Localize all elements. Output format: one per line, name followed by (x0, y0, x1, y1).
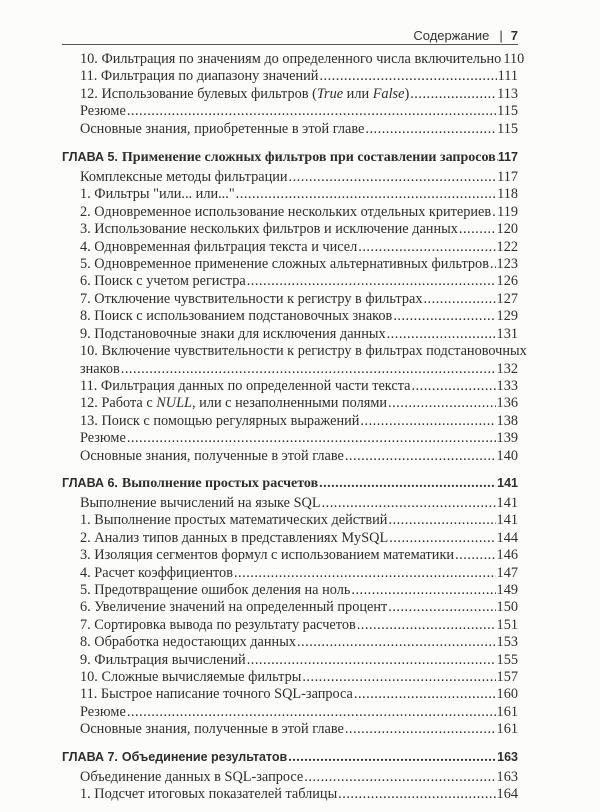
italic-term: True (317, 86, 343, 102)
entry-title (80, 204, 491, 221)
toc-entry[interactable] (62, 326, 518, 343)
entry-title-text: 10. Сложные вычисляемые фильтры (80, 669, 301, 685)
dot-leader (389, 530, 495, 547)
toc-entry[interactable] (62, 599, 518, 616)
entry-title (80, 430, 126, 447)
entry-title (80, 256, 489, 273)
entry-page: 129 (497, 308, 518, 325)
dot-leader (388, 599, 495, 616)
toc-entry[interactable] (62, 512, 518, 529)
toc-entry[interactable] (62, 582, 518, 599)
entry-title (80, 769, 303, 786)
entry-page: 122 (497, 239, 518, 256)
toc-entry[interactable] (62, 495, 518, 512)
entry-title-continued: знаков (80, 361, 120, 378)
entry-title-text: 11. Быстрое написание точного SQL-запроса (80, 686, 353, 702)
entry-title-text: 3. Использование нескольких фильтров и исключение данных (80, 221, 458, 237)
entry-title-text: 8. Обработка недостающих данных (80, 634, 296, 650)
entry-title (80, 686, 353, 703)
toc-section (62, 148, 518, 465)
running-head-title: Содержание (413, 28, 489, 43)
toc-entry[interactable] (62, 547, 518, 564)
entry-title (80, 704, 126, 721)
toc-entry[interactable] (62, 721, 518, 738)
toc-entry[interactable] (62, 273, 518, 290)
dot-leader (319, 68, 496, 85)
entry-page: 163 (497, 769, 518, 786)
entry-title-text: или (343, 86, 373, 102)
entry-title-text: Основные знания, полученные в этой главе (80, 448, 344, 464)
entry-title (80, 721, 344, 738)
entry-title-text: 7. Сортировка вывода по результату расчетов (80, 617, 356, 633)
dot-leader (247, 273, 496, 290)
toc-entry[interactable] (62, 169, 518, 186)
entry-title-text: 6. Увеличение значений на определенный процент (80, 599, 387, 615)
entry-title-text: 10. Включение чувствительности к регистру в фильтрах подстановочных (80, 343, 527, 359)
dot-leader (351, 582, 495, 599)
chapter-heading[interactable] (62, 748, 518, 767)
entry-title-text: 6. Поиск с учетом регистра (80, 273, 246, 289)
entry-title (80, 617, 356, 634)
entry-title (80, 652, 246, 669)
chapter-heading[interactable] (62, 474, 518, 493)
dot-leader (234, 565, 496, 582)
entry-title (80, 512, 387, 529)
dot-leader (345, 448, 496, 465)
entry-page: 127 (497, 291, 518, 308)
entry-title-text: 11. Фильтрация по диапазону значений (80, 68, 318, 84)
toc-entry[interactable] (62, 378, 518, 395)
entry-title (80, 395, 387, 412)
chapter-label: ГЛАВА 7. (62, 748, 118, 767)
toc-entry[interactable] (62, 103, 518, 120)
dot-leader (360, 413, 495, 430)
running-head-separator: | (499, 28, 502, 43)
dot-leader (387, 326, 496, 343)
toc-entry[interactable] (62, 256, 518, 273)
dot-leader (338, 786, 495, 803)
dot-leader (459, 221, 496, 238)
toc-entry[interactable] (62, 68, 518, 85)
running-head-text (413, 28, 518, 43)
entry-title-text: 13. Поиск с помощью регулярных выражений (80, 413, 359, 429)
dot-leader (121, 361, 496, 378)
toc-section (62, 51, 518, 138)
toc-entry[interactable] (62, 530, 518, 547)
toc-entry[interactable] (62, 652, 518, 669)
entry-title (80, 786, 337, 803)
entry-title-text: Резюме (80, 103, 126, 119)
toc-entry[interactable] (62, 617, 518, 634)
chapter-page: 141 (497, 474, 518, 493)
entry-title (80, 51, 501, 68)
dot-leader (358, 239, 495, 256)
entry-title-text: 9. Подстановочные знаки для исключения данных (80, 326, 386, 342)
table-of-contents (62, 51, 518, 812)
toc-entry[interactable] (62, 308, 518, 325)
entry-page: 147 (497, 565, 518, 582)
entry-page: 111 (498, 68, 518, 85)
entry-title-text: 7. Отключение чувствительности к регистру в фильтрах (80, 291, 422, 307)
entry-title-text: 10. Фильтрация по значениям до определенного числа включительно (80, 51, 501, 67)
entry-title (80, 599, 387, 616)
entry-title-text: Основные знания, полученные в этой главе (80, 721, 344, 737)
toc-entry[interactable] (62, 686, 518, 703)
dot-leader (297, 634, 496, 651)
dot-leader (393, 308, 495, 325)
entry-page: 161 (497, 721, 518, 738)
dot-leader (357, 617, 496, 634)
entry-title-text: Резюме (80, 704, 126, 720)
entry-title-text: , или с незаполненными полями (192, 395, 387, 411)
dot-leader (322, 495, 496, 512)
entry-title-text: 1. Выполнение простых математических действий (80, 512, 387, 528)
toc-entry[interactable] (62, 204, 518, 221)
entry-title-text: 2. Одновременное использование нескольких отдельных критериев (80, 204, 491, 220)
entry-title (80, 169, 288, 186)
dot-leader (288, 748, 496, 767)
dot-leader (455, 547, 495, 564)
dot-leader (304, 769, 495, 786)
dot-leader (354, 686, 496, 703)
toc-entry[interactable] (62, 704, 518, 721)
entry-page: 149 (497, 582, 518, 599)
entry-title (80, 68, 318, 85)
entry-page: 155 (497, 652, 518, 669)
entry-page: 120 (497, 221, 518, 238)
entry-title (80, 239, 357, 256)
entry-title (80, 565, 233, 582)
page-number: 7 (511, 28, 518, 43)
entry-title (80, 495, 321, 512)
entry-page: 113 (497, 86, 518, 103)
toc-entry[interactable] (62, 448, 518, 465)
dot-leader (388, 512, 495, 529)
toc-section (62, 474, 518, 739)
toc-entry[interactable] (62, 51, 518, 68)
entry-page: 115 (497, 103, 518, 120)
toc-section (62, 748, 518, 804)
entry-title (80, 291, 422, 308)
entry-title (80, 86, 409, 103)
toc-entry[interactable] (62, 239, 518, 256)
dot-leader (423, 291, 495, 308)
dot-leader (247, 652, 496, 669)
entry-title (80, 308, 392, 325)
entry-title-text: 2. Анализ типов данных в представлениях MySQL (80, 530, 388, 546)
entry-page: 115 (497, 121, 518, 138)
dot-leader (236, 186, 496, 203)
italic-term: NULL (156, 395, 192, 411)
entry-page: 161 (497, 704, 518, 721)
entry-title (80, 343, 527, 360)
running-head (62, 28, 518, 45)
dot-leader (289, 169, 497, 186)
dot-leader (412, 378, 496, 395)
entry-title-text: 1. Подсчет итоговых показателей таблицы (80, 786, 337, 802)
entry-page: 138 (497, 413, 518, 430)
entry-title (80, 448, 344, 465)
chapter-title: Выполнение простых расчетов (122, 474, 318, 493)
dot-leader (365, 121, 496, 138)
entry-page: 126 (497, 273, 518, 290)
entry-title-text: Основные знания, приобретенные в этой главе (80, 121, 364, 137)
toc-entry[interactable] (62, 221, 518, 238)
entry-title-text: 4. Расчет коэффициентов (80, 565, 233, 581)
dot-leader (345, 721, 496, 738)
dot-leader (127, 704, 496, 721)
toc-entry-continuation[interactable] (62, 361, 518, 378)
toc-entry[interactable] (62, 343, 518, 360)
dot-leader (410, 86, 496, 103)
italic-term: False (373, 86, 405, 102)
dot-leader (388, 395, 496, 412)
entry-title-text: Объединение данных в SQL-запросе (80, 769, 303, 785)
toc-entry[interactable] (62, 291, 518, 308)
chapter-title: Объединение результатов (122, 748, 287, 767)
chapter-title: Применение сложных фильтров при составлении запросов (122, 148, 496, 167)
toc-entry[interactable] (62, 565, 518, 582)
chapter-label: ГЛАВА 5. (62, 148, 118, 167)
entry-title-text: 9. Фильтрация вычислений (80, 652, 246, 668)
chapter-page: 117 (498, 148, 518, 167)
entry-page: 160 (497, 686, 518, 703)
entry-title (80, 221, 458, 238)
entry-title (80, 103, 126, 120)
entry-page: 139 (497, 430, 518, 447)
toc-entry[interactable] (62, 669, 518, 686)
entry-title (80, 634, 296, 651)
entry-title-text: 3. Изоляция сегментов формул с использованием математики (80, 547, 454, 563)
entry-page: 146 (497, 547, 518, 564)
entry-title (80, 326, 386, 343)
entry-page: 164 (497, 786, 518, 803)
toc-entry[interactable] (62, 634, 518, 651)
dot-leader (302, 669, 495, 686)
entry-title-text: Комплексные методы фильтрации (80, 169, 288, 185)
entry-title (80, 121, 364, 138)
entry-title-text: 8. Поиск с использованием подстановочных знаков (80, 308, 392, 324)
entry-title-text: 12. Работа с (80, 395, 156, 411)
dot-leader (492, 204, 496, 221)
entry-page: 118 (497, 186, 518, 203)
entry-title-text: 12. Использование булевых фильтров ( (80, 86, 317, 102)
entry-title-text: 5. Предотвращение ошибок деления на ноль (80, 582, 350, 598)
entry-page: 123 (497, 256, 518, 273)
entry-page: 141 (497, 495, 518, 512)
chapter-page: 163 (497, 748, 518, 767)
entry-page: 141 (497, 512, 518, 529)
toc-entry[interactable] (62, 413, 518, 430)
entry-page: 151 (497, 617, 518, 634)
entry-title (80, 669, 301, 686)
entry-title (80, 413, 359, 430)
entry-title-text: 11. Фильтрация данных по определенной части текста (80, 378, 411, 394)
entry-title (80, 186, 235, 203)
entry-page: 110 (503, 51, 524, 68)
entry-title (80, 582, 350, 599)
entry-title (80, 273, 246, 290)
entry-page: 119 (497, 204, 518, 221)
entry-title-text: Выполнение вычислений на языке SQL (80, 495, 321, 511)
chapter-label: ГЛАВА 6. (62, 474, 118, 493)
entry-title-text: ) (404, 86, 409, 102)
entry-page: 132 (497, 361, 518, 378)
toc-entry[interactable] (62, 86, 518, 103)
entry-page: 153 (497, 634, 518, 651)
entry-title-text: 5. Одновременное применение сложных альтернативных фильтров (80, 256, 489, 272)
entry-page: 157 (497, 669, 518, 686)
toc-entry[interactable] (62, 786, 518, 803)
entry-title (80, 547, 454, 564)
entry-page: 144 (497, 530, 518, 547)
toc-entry[interactable] (62, 186, 518, 203)
entry-title-text: 1. Фильтры "или... или..." (80, 186, 235, 202)
entry-title-text: 4. Одновременная фильтрация текста и чисел (80, 239, 357, 255)
entry-title (80, 378, 411, 395)
dot-leader (319, 474, 496, 493)
entry-page: 136 (497, 395, 518, 412)
entry-title (80, 530, 388, 547)
toc-entry[interactable] (62, 769, 518, 786)
toc-entry[interactable] (62, 395, 518, 412)
chapter-heading[interactable] (62, 148, 518, 167)
entry-page: 133 (497, 378, 518, 395)
dot-leader (127, 103, 496, 120)
entry-page: 117 (497, 169, 518, 186)
entry-page: 140 (497, 448, 518, 465)
dot-leader (490, 256, 496, 273)
entry-page: 150 (497, 599, 518, 616)
entry-page: 131 (497, 326, 518, 343)
entry-title-text: Резюме (80, 430, 126, 446)
toc-entry[interactable] (62, 430, 518, 447)
dot-leader (127, 430, 496, 447)
toc-entry[interactable] (62, 121, 518, 138)
